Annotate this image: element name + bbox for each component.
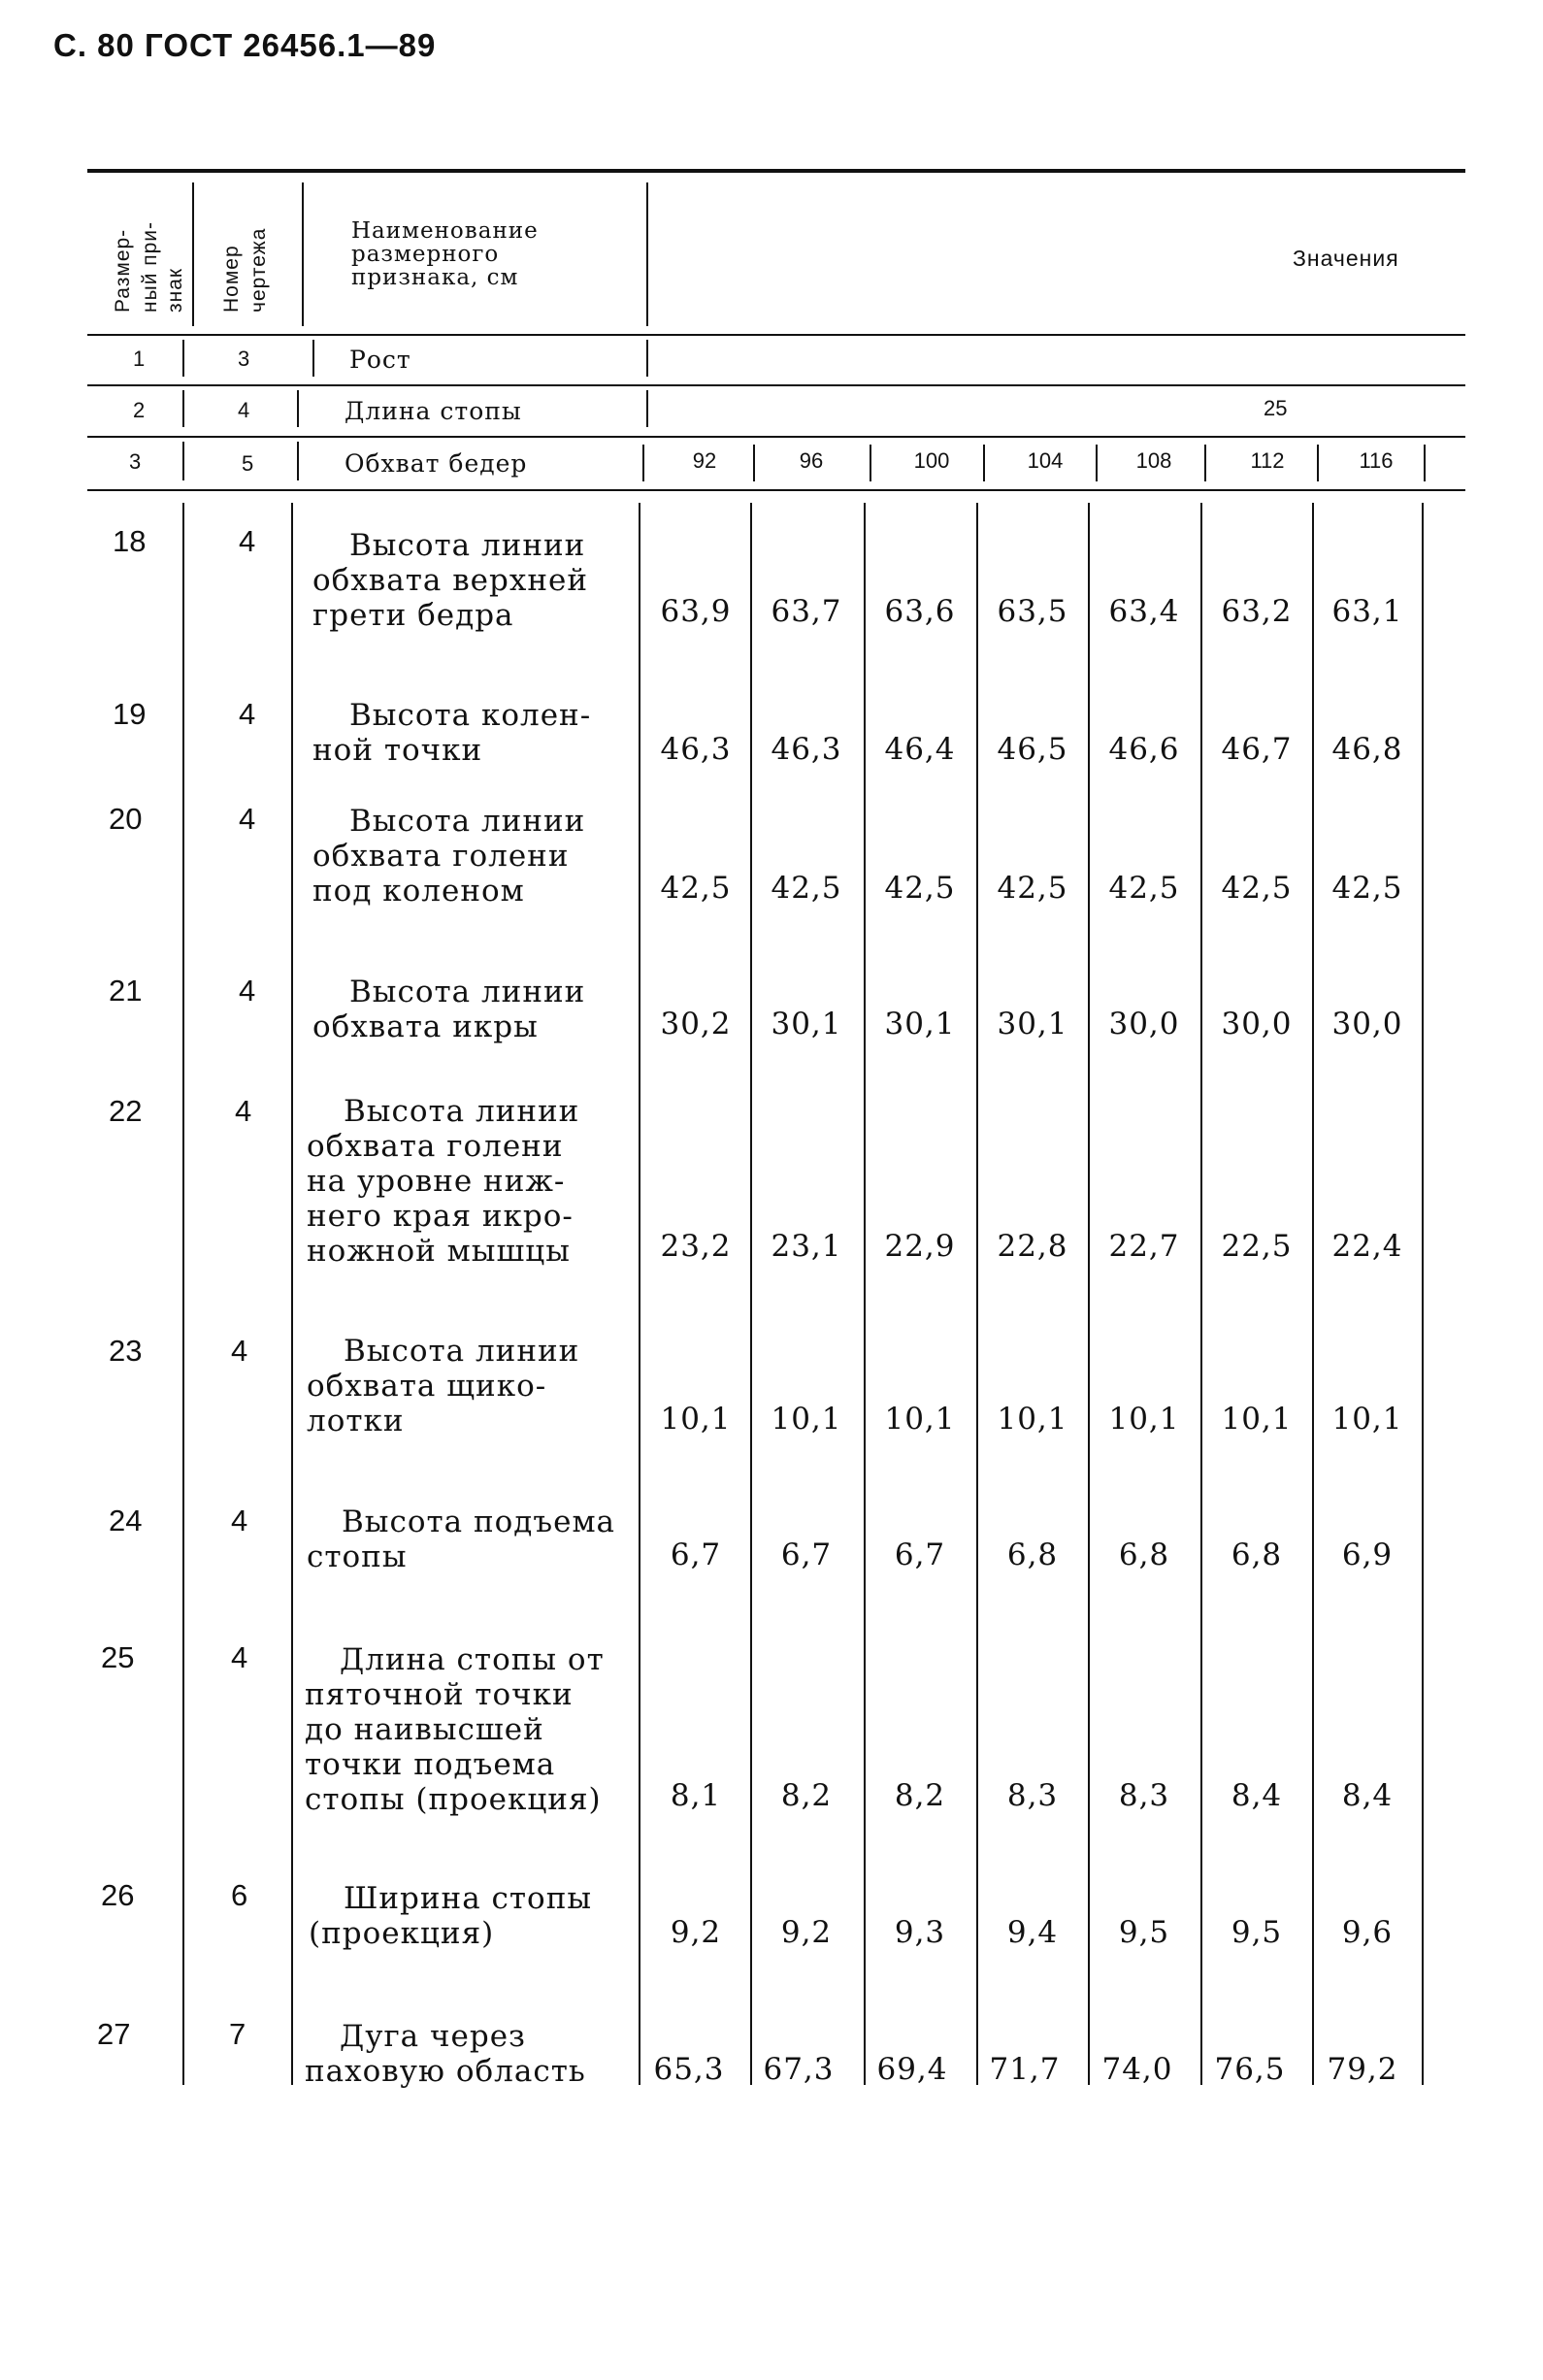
- row-name: [312, 528, 588, 633]
- row-value: 10,1: [884, 1402, 956, 1437]
- row-value: 63,1: [1331, 594, 1403, 629]
- size-separator: [753, 445, 755, 481]
- row-value: 6,8: [1231, 1537, 1283, 1572]
- row-separator: [297, 442, 299, 480]
- size-separator: [870, 445, 871, 481]
- size-column: 108: [1135, 448, 1172, 473]
- header-col2-line1: Номер: [220, 245, 243, 313]
- row-value: 22,5: [1221, 1229, 1293, 1264]
- row-name: [312, 975, 585, 1044]
- body-col-separator: [291, 503, 293, 2085]
- row-num: 26: [101, 1878, 135, 1912]
- row-value: 42,5: [660, 871, 732, 906]
- param-value-foot-length: 25: [1264, 396, 1288, 420]
- row-value: 30,2: [660, 1007, 732, 1041]
- row-value: 9,2: [780, 1915, 833, 1950]
- size-column: 92: [692, 448, 717, 473]
- row-value: 63,6: [884, 594, 956, 629]
- row-value: 9,4: [1006, 1915, 1059, 1950]
- row-name-line: точки подъема: [305, 1747, 556, 1782]
- param-name-foot-length: Длина стопы: [345, 397, 522, 425]
- param-name-height: Рост: [349, 346, 411, 374]
- row-value: 63,4: [1108, 594, 1180, 629]
- row-separator: [182, 340, 184, 377]
- row-num: 23: [109, 1334, 143, 1368]
- param-row-rule: [87, 384, 1465, 386]
- row-value: 22,4: [1331, 1229, 1403, 1264]
- row-num: 22: [109, 1094, 143, 1128]
- row-value: 42,5: [1108, 871, 1180, 906]
- body-col-separator: [976, 503, 978, 2085]
- row-name-line: стопы: [307, 1539, 408, 1574]
- row-drawing: 4: [239, 802, 256, 836]
- row-name-line: Длина стопы от: [340, 1642, 605, 1677]
- row-name: [307, 1094, 579, 1269]
- row-separator: [312, 340, 314, 377]
- param-num: 2: [133, 398, 146, 422]
- row-value: 46,6: [1108, 732, 1180, 767]
- row-name-line: обхвата щико-: [307, 1369, 547, 1404]
- row-name: [312, 698, 591, 768]
- row-value: 69,4: [876, 2052, 948, 2087]
- row-name-line: пяточной точки: [305, 1677, 574, 1712]
- row-name: [305, 2019, 586, 2089]
- row-value: 30,1: [771, 1007, 842, 1041]
- row-value: 10,1: [660, 1402, 732, 1437]
- row-value: 8,2: [780, 1778, 833, 1813]
- row-name-line: обхвата верхней: [312, 563, 589, 598]
- row-num: 20: [109, 802, 143, 836]
- row-drawing: 4: [235, 1094, 252, 1128]
- row-value: 23,2: [660, 1229, 732, 1264]
- row-value: 8,3: [1118, 1778, 1170, 1813]
- row-drawing: 4: [231, 1504, 248, 1537]
- size-separator: [1096, 445, 1098, 481]
- row-separator: [182, 390, 184, 427]
- param-drawing: 4: [238, 398, 250, 422]
- row-num: 24: [109, 1504, 143, 1537]
- size-separator: [1317, 445, 1319, 481]
- row-value: 76,5: [1214, 2052, 1286, 2087]
- size-separator: [983, 445, 985, 481]
- row-value: 22,9: [884, 1229, 956, 1264]
- row-separator: [182, 442, 184, 480]
- row-name-line: Высота подъема: [342, 1504, 616, 1539]
- body-col-separator: [1422, 503, 1424, 2085]
- body-col-separator: [639, 503, 640, 2085]
- row-drawing: 4: [231, 1334, 248, 1368]
- row-value: 46,7: [1221, 732, 1293, 767]
- row-value: 46,3: [771, 732, 842, 767]
- row-name-line: на уровне ниж-: [307, 1164, 566, 1199]
- row-value: 8,4: [1341, 1778, 1394, 1813]
- header-col1-line3: знак: [164, 267, 186, 313]
- header-separator: [646, 182, 648, 326]
- row-value: 42,5: [1331, 871, 1403, 906]
- row-value: 46,3: [660, 732, 732, 767]
- size-column: 112: [1250, 448, 1285, 473]
- row-name-line: обхвата икры: [312, 1009, 539, 1044]
- row-value: 6,8: [1118, 1537, 1170, 1572]
- row-value: 9,5: [1118, 1915, 1170, 1950]
- row-value: 42,5: [884, 871, 956, 906]
- row-value: 9,2: [670, 1915, 722, 1950]
- row-value: 9,5: [1231, 1915, 1283, 1950]
- row-separator: [642, 445, 644, 481]
- table-top-rule: [87, 169, 1465, 173]
- size-column: 96: [799, 448, 824, 473]
- header-col1-line1: Размер-: [112, 228, 134, 313]
- size-column: 104: [1027, 448, 1064, 473]
- row-drawing: 4: [239, 524, 256, 558]
- row-name-line: ной точки: [312, 733, 483, 768]
- body-col-separator: [864, 503, 866, 2085]
- row-num: 27: [97, 2017, 131, 2051]
- row-drawing: 6: [231, 1878, 248, 1912]
- row-value: 8,2: [894, 1778, 946, 1813]
- row-name-line: Ширина стопы: [344, 1881, 593, 1916]
- row-value: 6,7: [670, 1537, 722, 1572]
- header-values-label: Значения: [1293, 246, 1399, 271]
- body-col-separator: [750, 503, 752, 2085]
- row-name-line: грети бедра: [312, 598, 514, 633]
- row-value: 9,3: [894, 1915, 946, 1950]
- row-name-line: обхвата голени: [307, 1129, 564, 1164]
- row-value: 42,5: [997, 871, 1068, 906]
- row-name-line: лотки: [307, 1404, 405, 1438]
- size-column: 116: [1359, 448, 1394, 473]
- row-value: 79,2: [1327, 2052, 1398, 2087]
- header-separator: [302, 182, 304, 326]
- row-num: 19: [113, 697, 147, 731]
- body-col-separator: [1088, 503, 1090, 2085]
- size-separator: [1424, 445, 1426, 481]
- row-drawing: 4: [231, 1640, 248, 1674]
- row-value: 67,3: [763, 2052, 835, 2087]
- row-name-line: Дуга через: [340, 2019, 526, 2054]
- row-value: 8,4: [1231, 1778, 1283, 1813]
- row-name-line: него края икро-: [307, 1199, 574, 1234]
- page-header: С. 80 ГОСТ 26456.1—89: [53, 27, 437, 63]
- body-col-separator: [182, 503, 184, 2085]
- row-value: 42,5: [771, 871, 842, 906]
- row-num: 25: [101, 1640, 135, 1674]
- row-value: 22,7: [1108, 1229, 1180, 1264]
- row-value: 10,1: [771, 1402, 842, 1437]
- row-separator: [297, 390, 299, 427]
- row-value: 6,7: [780, 1537, 833, 1572]
- body-col-separator: [1200, 503, 1202, 2085]
- row-name-line: Высота линии: [349, 975, 586, 1009]
- row-name-line: Высота колен-: [349, 698, 592, 733]
- param-drawing: 5: [242, 451, 254, 476]
- row-value: 46,4: [884, 732, 956, 767]
- row-value: 23,1: [771, 1229, 842, 1264]
- row-num: 21: [109, 974, 143, 1008]
- row-value: 30,1: [884, 1007, 956, 1041]
- row-value: 63,7: [771, 594, 842, 629]
- row-value: 6,8: [1006, 1537, 1059, 1572]
- header-col1-line2: ный при-: [139, 220, 161, 313]
- row-value: 30,0: [1331, 1007, 1403, 1041]
- row-name-line: Высота линии: [344, 1094, 580, 1129]
- row-value: 30,1: [997, 1007, 1068, 1041]
- row-drawing: 4: [239, 974, 256, 1008]
- param-num: 1: [133, 347, 146, 371]
- row-value: 10,1: [1108, 1402, 1180, 1437]
- row-num: 18: [113, 524, 147, 558]
- row-drawing: 4: [239, 697, 256, 731]
- row-value: 30,0: [1108, 1007, 1180, 1041]
- row-value: 63,9: [660, 594, 732, 629]
- row-value: 10,1: [1331, 1402, 1403, 1437]
- header-col-feature-name: [351, 219, 539, 289]
- param-row-rule: [87, 436, 1465, 438]
- row-value: 8,3: [1006, 1778, 1059, 1813]
- size-row-rule: [87, 489, 1465, 491]
- row-separator: [646, 340, 648, 377]
- row-name-line: Высота линии: [344, 1334, 580, 1369]
- row-value: 65,3: [653, 2052, 725, 2087]
- row-separator: [646, 390, 648, 427]
- row-value: 63,5: [997, 594, 1068, 629]
- param-drawing: 3: [238, 347, 250, 371]
- row-value: 10,1: [997, 1402, 1068, 1437]
- row-name: [312, 804, 585, 909]
- header-separator: [192, 182, 194, 326]
- row-value: 30,0: [1221, 1007, 1293, 1041]
- row-name: [309, 1881, 592, 1951]
- row-name-line: Высота линии: [349, 528, 586, 563]
- row-name-line: Высота линии: [349, 804, 586, 839]
- row-value: 74,0: [1101, 2052, 1173, 2087]
- header-col3-line3: признака, см: [351, 265, 519, 290]
- row-value: 22,8: [997, 1229, 1068, 1264]
- row-name-line: паховую область: [305, 2054, 586, 2089]
- row-value: 10,1: [1221, 1402, 1293, 1437]
- row-name: [307, 1504, 615, 1574]
- row-name: [305, 1642, 605, 1817]
- row-value: 46,5: [997, 732, 1068, 767]
- row-value: 42,5: [1221, 871, 1293, 906]
- row-value: 8,1: [670, 1778, 722, 1813]
- row-value: 6,9: [1341, 1537, 1394, 1572]
- header-col3-line2: размерного: [351, 242, 500, 267]
- row-name-line: стопы (проекция): [305, 1782, 602, 1817]
- param-num: 3: [129, 449, 142, 474]
- row-name-line: (проекция): [309, 1916, 495, 1951]
- row-value: 9,6: [1341, 1915, 1394, 1950]
- row-name: [307, 1334, 579, 1438]
- row-value: 46,8: [1331, 732, 1403, 767]
- header-bottom-rule: [87, 334, 1465, 336]
- row-name-line: до наивысшей: [305, 1712, 544, 1747]
- row-drawing: 7: [229, 2017, 246, 2051]
- row-value: 71,7: [989, 2052, 1061, 2087]
- row-value: 63,2: [1221, 594, 1293, 629]
- header-col2-line2: чертежа: [247, 227, 270, 313]
- row-name-line: под коленом: [312, 874, 525, 909]
- size-separator: [1204, 445, 1206, 481]
- row-name-line: ножной мышцы: [307, 1234, 571, 1269]
- size-column: 100: [913, 448, 950, 473]
- param-name-hip-girth: Обхват бедер: [345, 449, 528, 478]
- row-value: 6,7: [894, 1537, 946, 1572]
- row-name-line: обхвата голени: [312, 839, 570, 874]
- header-col3-line1: Наименование: [351, 218, 539, 244]
